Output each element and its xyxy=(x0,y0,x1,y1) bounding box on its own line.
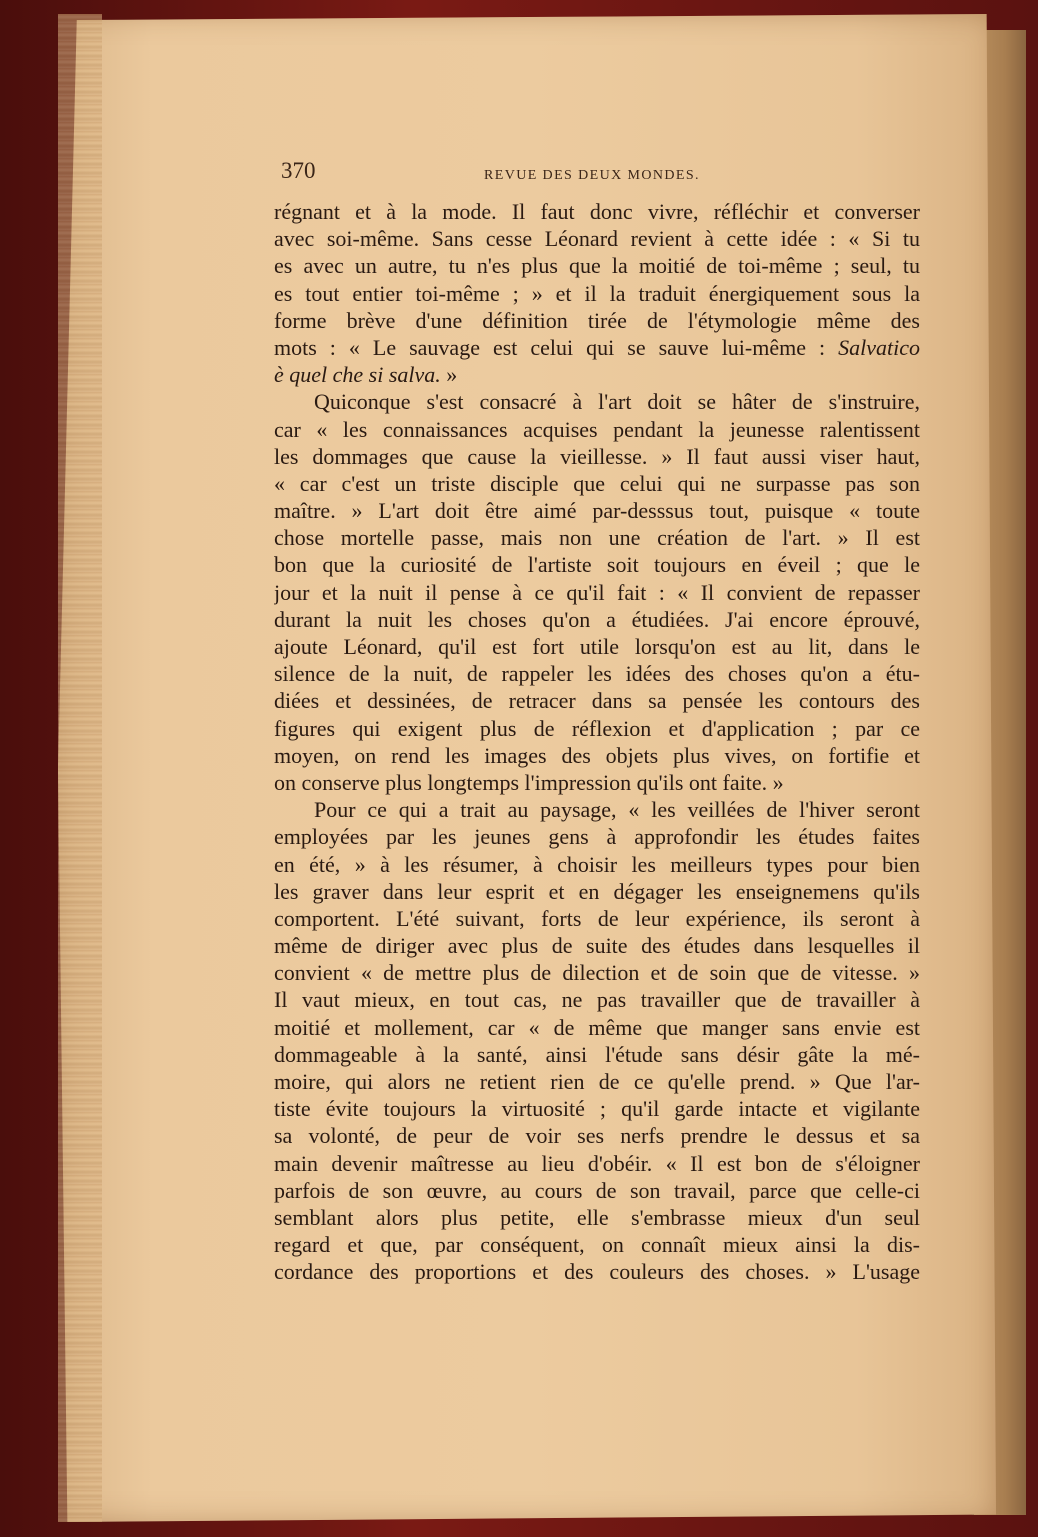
text-line xyxy=(274,905,920,932)
line-text: es tout entier toi-même ; » et il la traduit énergiquement sous la xyxy=(274,280,920,306)
text-line xyxy=(274,660,920,687)
line-text: Pour ce qui a trait au paysage, « les veillées de l'hiver seront xyxy=(314,797,920,823)
text-line xyxy=(274,932,920,959)
text-line xyxy=(274,1095,920,1122)
text-line xyxy=(274,823,920,850)
italic-text: Salvatico xyxy=(838,334,920,360)
text-line xyxy=(274,497,920,524)
line-text: car « les connaissances acquises pendant la jeunesse ralentissent xyxy=(274,416,920,442)
text-line xyxy=(274,416,920,443)
text-line xyxy=(274,1231,920,1258)
line-text: es avec un autre, tu n'es plus que la moitié de toi-même ; seul, tu xyxy=(274,253,920,279)
line-text: dommageable à la santé, ainsi l'étude sans désir gâte la mé- xyxy=(274,1041,920,1067)
text-line xyxy=(274,633,920,660)
text-line xyxy=(274,687,920,714)
line-text: moyen, on rend les images des objets plus vives, on fortifie et xyxy=(274,742,920,768)
line-text: parfois de son œuvre, au cours de son travail, parce que celle-ci xyxy=(274,1177,920,1203)
line-text: « car c'est un triste disciple que celui qui ne surpasse pas son xyxy=(274,470,920,496)
text-line xyxy=(274,769,920,796)
text-line xyxy=(274,579,920,606)
line-text: bon que la curiosité de l'artiste soit toujours en éveil ; que le xyxy=(274,552,920,578)
line-text: regard et que, par conséquent, on connaît mieux ainsi la dis- xyxy=(274,1232,920,1258)
line-text: on conserve plus longtemps l'impression qu'ils ont faite. » xyxy=(274,769,784,795)
text-line xyxy=(274,959,920,986)
line-text: moire, qui alors ne retient rien de ce qu'elle prend. » Que l'ar- xyxy=(274,1069,920,1094)
line-text: jour et la nuit il pense à ce qu'il fait : « Il convient de repasser xyxy=(274,579,920,605)
text-line xyxy=(274,551,920,578)
italic-text: è quel che si salva. xyxy=(274,362,441,388)
text-line xyxy=(274,307,920,334)
line-text: les graver dans leur esprit et en dégager les enseignemens qu'ils xyxy=(274,878,920,904)
line-text: forme brève d'une définition tirée de l'étymologie même des xyxy=(274,307,920,333)
text-line xyxy=(274,606,920,633)
line-text: diées et dessinées, de retracer dans sa pensée les contours des xyxy=(274,688,920,714)
text-line xyxy=(274,198,920,225)
line-text: ajoute Léonard, qu'il est fort utile lorsqu'on est au lit, dans le xyxy=(274,634,920,659)
line-text: avec soi-même. Sans cesse Léonard revient à cette idée : « Si tu xyxy=(274,226,920,252)
line-text: chose mortelle passe, mais non une création de l'art. » Il est xyxy=(274,525,920,551)
line-text: Quiconque s'est consacré à l'art doit se hâter de s'instruire, xyxy=(314,389,920,415)
text-line xyxy=(274,1177,920,1204)
text-line xyxy=(274,280,920,307)
text-line xyxy=(274,470,920,497)
line-text: maître. » L'art doit être aimé par-desssus tout, puisque « toute xyxy=(274,498,920,524)
line-text: comportent. L'été suivant, forts de leur expérience, ils seront à xyxy=(274,905,920,931)
text-line xyxy=(274,443,920,470)
text-line xyxy=(274,796,920,823)
line-text: silence de la nuit, de rappeler les idées des choses qu'on a étu- xyxy=(274,661,920,687)
running-head: REVUE DES DEUX MONDES. xyxy=(484,168,700,183)
text-line xyxy=(274,388,920,415)
line-text: semblant alors plus petite, elle s'embrasse mieux d'un seul xyxy=(274,1204,920,1230)
text-line xyxy=(274,252,920,279)
text-line xyxy=(274,742,920,769)
line-text: sa volonté, de peur de voir ses nerfs prendre le dessus et sa xyxy=(274,1123,920,1149)
line-text: mots : « Le sauvage est celui qui se sauve lui-même : xyxy=(274,334,839,360)
line-text: durant la nuit les choses qu'on a étudiées. J'ai encore éprouvé, xyxy=(274,606,920,632)
line-text: Il vaut mieux, en tout cas, ne pas travailler que de travailler à xyxy=(274,987,920,1013)
text-line xyxy=(274,1014,920,1041)
line-text: les dommages que cause la vieillesse. » Il faut aussi viser haut, xyxy=(274,443,920,469)
line-text: régnant et à la mode. Il faut donc vivre, réfléchir et converser xyxy=(274,199,920,224)
text-line xyxy=(274,715,920,742)
line-text: cordance des proportions et des couleurs des choses. » L'usage xyxy=(274,1259,920,1285)
line-text: employées par les jeunes gens à approfondir les études faites xyxy=(274,824,920,850)
line-text: tiste évite toujours la virtuosité ; qu'il garde intacte et vigilante xyxy=(274,1096,920,1122)
text-line xyxy=(274,1204,920,1231)
text-line xyxy=(274,361,920,388)
text-line xyxy=(274,1122,920,1149)
line-text: même de diriger avec plus de suite des études dans lesquelles il xyxy=(274,933,920,959)
text-line xyxy=(274,851,920,878)
text-line xyxy=(274,1258,920,1285)
line-text: figures qui exigent plus de réflexion et d'application ; par ce xyxy=(274,715,920,741)
text-line xyxy=(274,225,920,252)
text-line xyxy=(274,1150,920,1177)
text-line xyxy=(274,334,920,361)
text-line xyxy=(274,986,920,1013)
text-line xyxy=(274,1068,920,1095)
line-text: convient « de mettre plus de dilection et de soin que de vitesse. » xyxy=(274,960,920,986)
line-text: » xyxy=(440,362,458,388)
line-text: moitié et mollement, car « de même que manger sans envie est xyxy=(274,1014,920,1040)
page-binding-edge xyxy=(58,14,102,1522)
text-line xyxy=(274,878,920,905)
text-line xyxy=(274,524,920,551)
page-header xyxy=(281,158,921,194)
line-text: en été, » à les résumer, à choisir les meilleurs types pour bien xyxy=(274,851,920,877)
page-number: 370 xyxy=(281,158,316,183)
text-line xyxy=(274,1041,920,1068)
body-text xyxy=(274,198,920,1286)
line-text: main devenir maîtresse au lieu d'obéir. « Il est bon de s'éloigner xyxy=(274,1150,920,1176)
